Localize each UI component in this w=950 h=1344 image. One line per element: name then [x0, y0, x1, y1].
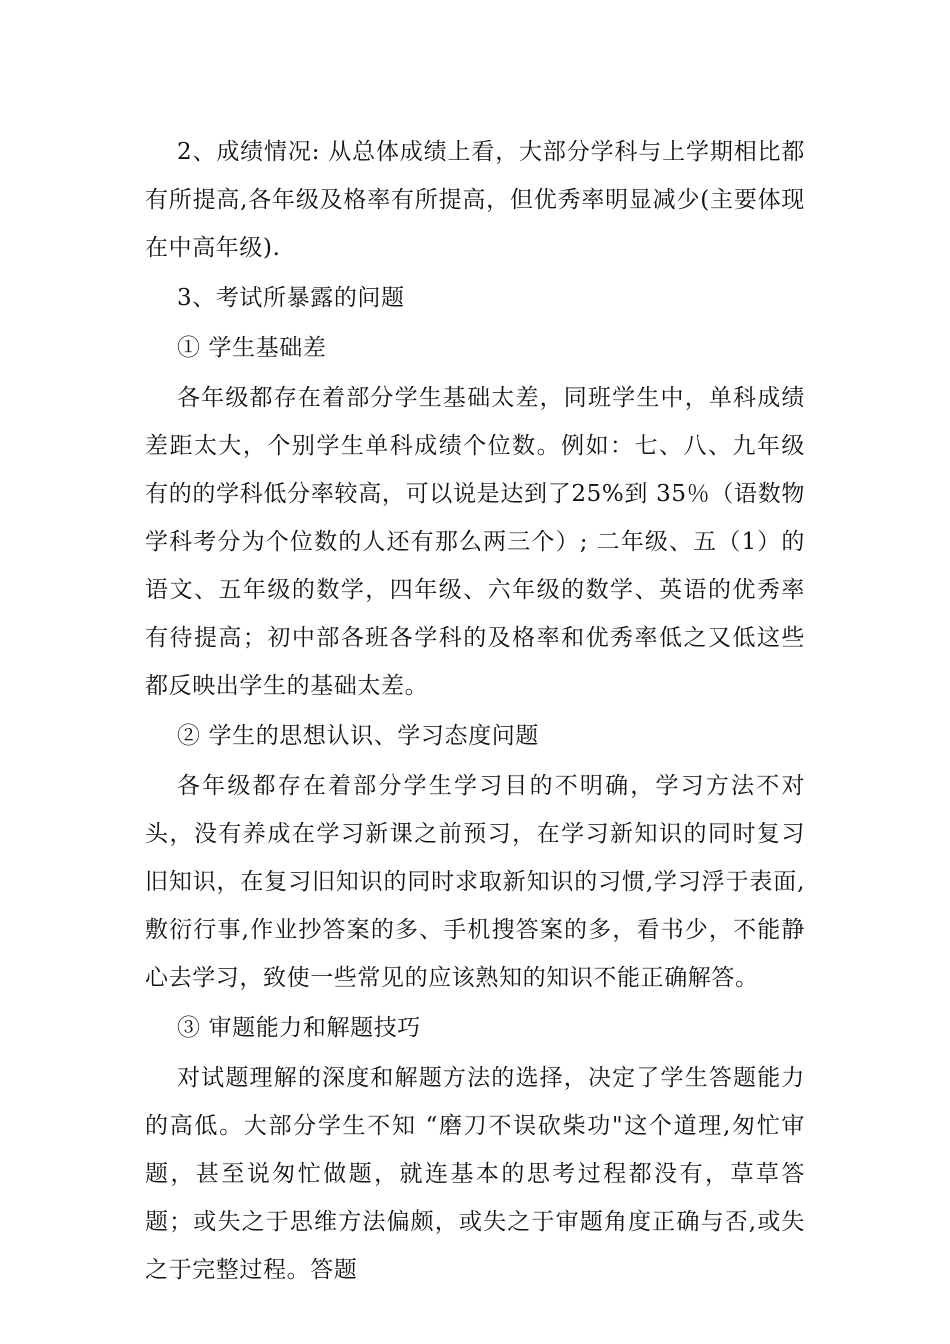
paragraph-attitude: 各年级都存在着部分学生学习目的不明确，学习方法不对头，没有养成在学习新课之前预习，在学习新知识的同时复习旧知识，在复习旧知识的同时求取新知识的习惯,学习浮于表面,敷衍行事,作业抄答案的多、手机搜答案的多，看书少，不能静心去学习，致使一些常见的应该熟知的知识不能正确解答。 [145, 773, 805, 991]
heading-exam-problems: 3、考试所暴露的问题 [177, 285, 405, 311]
paragraph-problem-solving: 对试题理解的深度和解题方法的选择，决定了学生答题能力的高低。大部分学生不知 “磨刀不误砍柴功"这个道理,匆忙审题，甚至说匆忙做题，就连基本的思考过程都没有，草草答题；或失之于思维方法偏颇，或失之于审题角度正确与否,或失之于完整过程。答题 [145, 1065, 805, 1283]
subheading-weak-foundation: ① 学生基础差 [177, 335, 327, 361]
subheading-problem-solving: ③ 审题能力和解题技巧 [177, 1015, 421, 1041]
paragraph-weak-foundation: 各年级都存在着部分学生基础太差，同班学生中，单科成绩差距太大，个别学生单科成绩个位数。例如：七、八、九年级有的的学科低分率较高，可以说是达到了25%到 35％（语数物学科考分为个位数的人还有那么两三个）; 二年级、五（1）的语文、五年级的数学，四年级、六年级的数学、英语的优秀率有待提高；初中部各班各学科的及格率和优秀率低之又低这些都反映出学生的基础太差。 [145, 385, 805, 699]
subheading-attitude: ② 学生的思想认识、学习态度问题 [177, 723, 539, 749]
paragraph-score-situation: 2、成绩情况: 从总体成绩上看，大部分学科与上学期相比都有所提高,各年级及格率有所提高，但优秀率明显减少(主要体现在中高年级). [145, 139, 805, 261]
document-body [145, 128, 805, 1296]
